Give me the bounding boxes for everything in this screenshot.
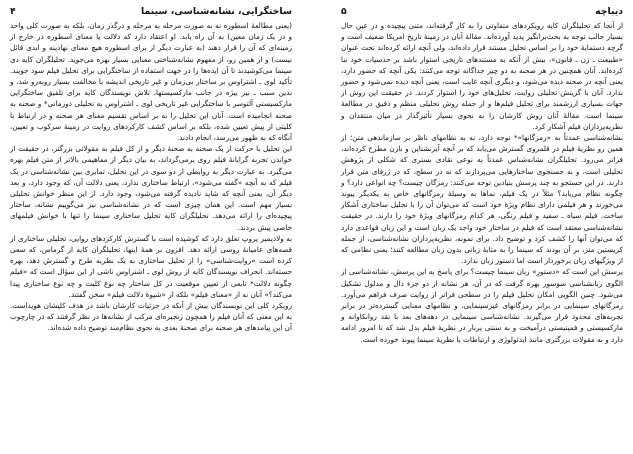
paragraph: رویکرد کلی این نویسندگان بیش از آنکه در جزئیات کارشان باشد در هدف کلیشان هویداست. به این معنی که آنان فیلم را همچون زنجیره‌ای مرکب از نشانه‌ها در نظر گرفتند که در چارچوب آن این پیامدهای هر صحنه برای صحنهٔ بعدی به نحوی نظام‌مند توضیح داده شده‌اند. <box>10 301 292 333</box>
paragraph: پرسش این است که «دستورِ» زبان سینما چیست؟ برای پاسخ به این پرسش، نشانه‌شناسی از الگوی زبانشناسی سوسور بهره گرفت که در آن، هر نشانه از دو جزء دال و مدلول تشکیل می‌شود. چنین الگویی امکان تحلیل فیلم را در سطحی فراتر از روایت صرف فراهم می‌آورد. رمزگانهای سینمایی در برابر رمزگانهای غیرسینمایی، و نظامهای معنایی گسترده‌تر در برابر تجربه‌های محدود قرار می‌گیرند. نشانه‌شناسی سینمایی در دهه‌های بعد با نقد روانکاوانه و مارکسیستی و فمینیستی درآمیخت و به سنتی پربار در نظریهٔ فیلم بدل شد که تا امروز ادامه دارد و به مقولات بزرگتری مانند ایدئولوژی و ارتباطات با نظریهٔ سینما پیوند خورده است. <box>341 267 623 344</box>
right-page-number: ۵ <box>341 6 347 17</box>
right-page-title: دیباچه <box>595 6 623 17</box>
left-page-body <box>10 20 292 334</box>
right-page <box>333 0 633 454</box>
paragraph: نشانه‌شناسی عمدتاً به «رمزگانها»* توجه دارد، نه به نظامهای ناظر بر سازماندهی متن؛ از همین رو نظریهٔ فیلم در قلمروی گسترش می‌یابد که بر آنچه آیزنشتاین و بازن مطرح کرده‌اند، فراتر می‌رود. تحلیلگران نشانه‌شناس عمدتاً به نوعی نقادی بستری که شکلی از پژوهش تحلیلی است، و به جستجوی ساختارهایی می‌پردازند که نه در سطح، که در ژرفای متن قرار دارند. در این جستجو به چند پرسش بنیادین توجه می‌کنند: رمزگان چیست؟ چه انواعی دارد؟ و چگونه نظام می‌یابد؟ مثلاً در یک فیلم، نماها به وسیلهٔ رمزگانهای خاص به یکدیگر پیوند می‌خورند و هر فیلمی دارای نظام ویژهٔ خود است که می‌توان آن را با تحلیل ساختاری آشکار ساخت. فیلم سیاه ـ سفید و فیلم رنگی، هر کدام رمزگانهای ویژهٔ خود را دارند. در حقیقت نشانه‌شناسی معتقد است که فیلم در ساختار خود واجد یک زبان است و این زبان قواعدی دارد که می‌توان آنها را کشف کرد و توضیح داد. برای نمونه، نظریه‌پردازان نشانه‌شناسی، از جمله کریستین متز، بر آن بودند که سینما را به مثابهٔ زبانی بدون زبان مطالعه کنند؛ یعنی نظامی که از ویژگیهای زبان برخوردار است اما دستور زبان ندارد. <box>341 133 623 266</box>
left-page-number: ۴ <box>10 6 16 17</box>
paragraph: (یعنی مطالعهٔ اسطوره نه به صورت مرحله به مرحله و درگذر زمان، بلکه به صورت کلی واحد و در یک زمان معین) به آن راه یابد. او اعتقاد دارد که دلالت یا معنای اسطوره در خارج از زمینه‌ای که آن را قرار دهند (به عبارت دیگر از برای اسطوره هیچ معنای نهادینه و ابدی قائل نیست) و از همین رو، از مفهوم نشانه‌شناختی معنایی بسیار بهره می‌جوید. تحلیلگران کایه دی سینما می‌کوشیدند تا آن ایده‌ها را در جهت استفاده از ساختگرایی برای تحلیل فیلم سود جویند. تأکید لوی ـ اشتراوس بر ساختار بی‌زمان و غیر تاریخی اندیشه با مخالفت بسیار روبه‌رو شد، و بدین سبب ـ نیز بیژه در جانب مارکسیستها، تلاش نویسندگان کایه برای تلفیق ساختگرایی مارکسیستی آلتوسر با ساختگرایی غیر تاریخی لوی ـ اشتراوس به تحلیلی دوزمانی* و صحنه به صحنه انجامیده است. آنان این تحلیل را نه بر اساس تقسیم معنای هر صحنه و در ارتباط با کلیتی از پیش تعیین شده، بلکه بر اساس کشف کارکردهای روایت در زمینهٔ سرکوب و تعیین، آنگاه که به ظهور می‌رسد، انجام دادند. <box>10 21 292 143</box>
left-page <box>0 0 300 454</box>
left-page-header <box>10 6 292 17</box>
left-page-title: ساختگرایی، نشانه‌شناسی، سینما <box>141 6 292 17</box>
paragraph: این تحلیل با حرکت از یک صحنه به صحنهٔ دیگر و از کل فیلم به مقولاتی بزرگتر، در حقیقت از خواندن تجربه گرایانهٔ فیلم روی برمی‌گرداند، به بیان دیگر از مفاهیمی بالاتر از متن فیلم بهره می‌گیرد. به عبارت دیگر به روابطی از دو سوی در این تحلیل، تمایزی بین نشانه‌شناسی در یک فیلم که به آنچه «گفته می‌شود»، ارتباط ساختاری ندارد، یعنی دلالت آن، که وجود دارد، و بعد دیگر آن، یعنی آنچه که شاید نادیده گرفته می‌شود، وجود دارد. از این منظر خوانش تحلیلی بسیار مهم است. این همان چیزی است که در نشانه‌شناسی نیز می‌گوییم نشانه، ساختار پیچیده‌ای را ارائه می‌دهد. تحلیلگران کایه تحلیل ساختاری سینما را تنها با خوانش فیلمهای خاصی پیش بردند. <box>10 144 292 232</box>
right-page-header <box>341 6 623 17</box>
right-page-body <box>341 20 623 345</box>
paragraph: به ولادیمیر پروپ تعلق دارد که کوشیده است با گسترش کارکردهای روایی، تحلیلی ساختاری از قصه‌های عامیانهٔ روسی ارائه دهد. افزون بر همهٔ اینها، تحلیلگران کایه از گرماس، که سعی کرده است «روایت‌شناسی» را از تحلیل ساختاری به یک نظریه طرح و گسترش دهد، بهره جسته‌اند. انحراف نویسندگان کایه از روش لوی ـ اشتراوس ناشی از این سؤال است که «فیلم چگونه دلالت* تابعی از تعیین موقعیت در کل ساختار چه نوع کلیت و چه نوع ساختاری پیدا می‌کند؟» آنان نه از «معنای فیلم» بلکه از «شیوهٔ دلالت فیلم» سخن گفتند. <box>10 233 292 299</box>
paragraph: از آنجا که تحلیلگران کایه رویکردهای متفاوتی را به کار گرفته‌اند، متنی پیچیده و در عین حال بسیار جالب توجه به بحث‌برانگیز پدید آورده‌اند. مقالهٔ آنان در زمینهٔ تاریخ امریکا ضعیف است و گرچه دستمایهٔ خود را بر اساس تحلیل مستند قرار داده‌اند، ولی آنچه ارائه کرده‌اند تحت عنوان «طبیعت ـ زن ـ قانون»، بیش از آنکه به مستندهای تاریخی استوار باشد بر حدسیات خود بنا کرده‌اند. آنان همچنین در هر صحنه به دو چیز جداگانه توجه می‌کنند: یکی آنچه که حضور دارد، یعنی آنچه در صحنه دیده می‌شود، و دیگری آنچه غایب است، یعنی آنچه دیده نمی‌شود و حضور ندارد. آنان با گزینش تحلیلی روایت، تحلیل‌های خود را استوار کردند. در حقیقت این روش از جهات بسیاری ارزشمند برای تحلیل فیلم‌ها و از جمله روش تحلیلی منظم و دقیق در مطالعهٔ سینما است. مقالهٔ آنان روش کارشان را به نحوی بسیار تأثیرگذار در میان منتقدان و نظریه‌پردازان فیلم آشکار کرد. <box>341 21 623 131</box>
